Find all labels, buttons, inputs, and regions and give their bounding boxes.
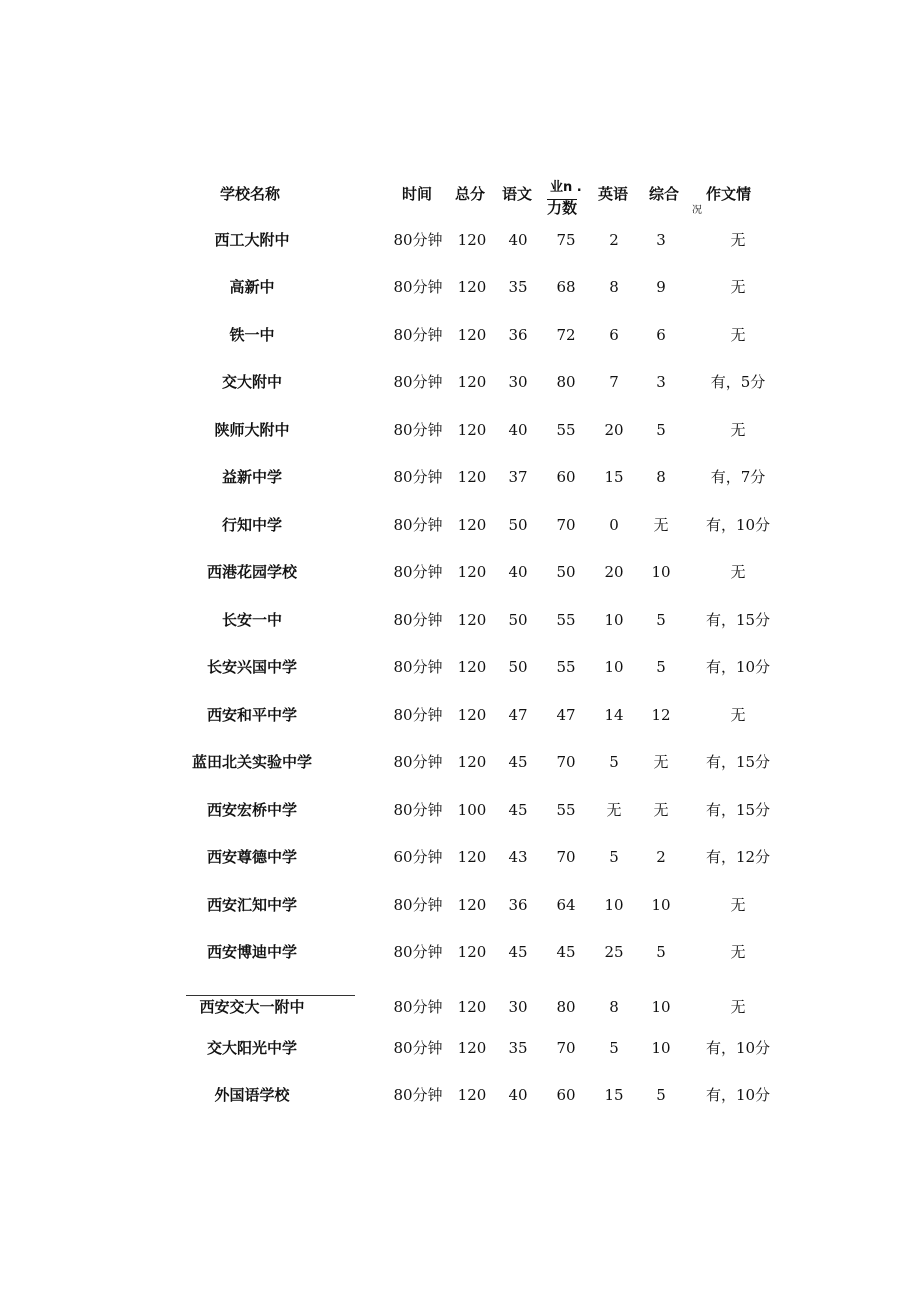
- cell-total: 120: [457, 998, 487, 1016]
- header-essay-tail: 况: [692, 205, 702, 216]
- cell-essay: 无: [730, 421, 746, 439]
- cell-total: 100: [457, 801, 487, 819]
- cell-math: 55: [556, 611, 576, 629]
- cell-time: 80分钟: [393, 1039, 443, 1057]
- cell-essay: 有，15分: [705, 753, 771, 771]
- cell-school: 西安尊德中学: [206, 848, 298, 866]
- cell-math: 60: [556, 1086, 576, 1104]
- cell-time: 80分钟: [393, 468, 443, 486]
- cell-chinese: 50: [508, 658, 528, 676]
- cell-total: 120: [457, 516, 487, 534]
- cell-total: 120: [457, 1086, 487, 1104]
- cell-comprehensive: 5: [656, 1086, 666, 1104]
- cell-essay: 有，12分: [705, 848, 771, 866]
- cell-chinese: 36: [508, 326, 528, 344]
- cell-english: 无: [606, 801, 622, 819]
- cell-school: 交大附中: [221, 373, 283, 391]
- cell-math: 68: [556, 278, 576, 296]
- cell-school: 西港花园学校: [206, 563, 298, 581]
- cell-total: 120: [457, 326, 487, 344]
- cell-total: 120: [457, 563, 487, 581]
- cell-essay: 有，15分: [705, 611, 771, 629]
- cell-english: 20: [604, 421, 624, 439]
- cell-comprehensive: 无: [653, 516, 669, 534]
- cell-time: 80分钟: [393, 278, 443, 296]
- cell-total: 120: [457, 706, 487, 724]
- cell-essay: 无: [730, 998, 746, 1016]
- cell-math: 70: [556, 1039, 576, 1057]
- cell-math: 55: [556, 801, 576, 819]
- cell-time: 80分钟: [393, 231, 443, 249]
- cell-total: 120: [457, 896, 487, 914]
- cell-school: 西安交大一附中: [199, 998, 305, 1016]
- cell-english: 25: [604, 943, 624, 961]
- cell-total: 120: [457, 658, 487, 676]
- cell-school: 长安兴国中学: [206, 658, 298, 676]
- cell-comprehensive: 10: [651, 896, 671, 914]
- cell-chinese: 50: [508, 516, 528, 534]
- cell-english: 7: [609, 373, 619, 391]
- cell-school: 西安和平中学: [206, 706, 298, 724]
- cell-comprehensive: 无: [653, 753, 669, 771]
- cell-total: 120: [457, 421, 487, 439]
- cell-comprehensive: 2: [656, 848, 666, 866]
- cell-time: 80分钟: [393, 998, 443, 1016]
- cell-essay: 有，7分: [710, 468, 766, 486]
- cell-comprehensive: 3: [656, 231, 666, 249]
- header-math-bottom: 力数: [547, 199, 578, 217]
- cell-english: 10: [604, 611, 624, 629]
- cell-comprehensive: 6: [656, 326, 666, 344]
- cell-essay: 有，10分: [705, 658, 771, 676]
- cell-english: 5: [609, 753, 619, 771]
- cell-chinese: 30: [508, 998, 528, 1016]
- cell-time: 80分钟: [393, 563, 443, 581]
- cell-essay: 无: [730, 896, 746, 914]
- cell-english: 14: [604, 706, 624, 724]
- cell-time: 80分钟: [393, 706, 443, 724]
- cell-total: 120: [457, 468, 487, 486]
- header-total: 总分: [455, 185, 486, 203]
- cell-chinese: 45: [508, 753, 528, 771]
- cell-comprehensive: 5: [656, 611, 666, 629]
- cell-total: 120: [457, 1039, 487, 1057]
- cell-english: 5: [609, 1039, 619, 1057]
- cell-time: 80分钟: [393, 326, 443, 344]
- cell-total: 120: [457, 278, 487, 296]
- cell-essay: 有，10分: [705, 1086, 771, 1104]
- cell-school: 西安博迪中学: [206, 943, 298, 961]
- cell-chinese: 40: [508, 1086, 528, 1104]
- cell-chinese: 45: [508, 801, 528, 819]
- cell-comprehensive: 10: [651, 563, 671, 581]
- cell-math: 47: [556, 706, 576, 724]
- cell-english: 2: [609, 231, 619, 249]
- header-english: 英语: [598, 185, 629, 203]
- cell-total: 120: [457, 848, 487, 866]
- cell-comprehensive: 5: [656, 943, 666, 961]
- cell-comprehensive: 8: [656, 468, 666, 486]
- cell-chinese: 35: [508, 278, 528, 296]
- cell-comprehensive: 3: [656, 373, 666, 391]
- cell-school: 西工大附中: [214, 231, 290, 249]
- cell-comprehensive: 9: [656, 278, 666, 296]
- cell-essay: 无: [730, 326, 746, 344]
- cell-math: 64: [556, 896, 576, 914]
- cell-time: 80分钟: [393, 801, 443, 819]
- cell-total: 120: [457, 753, 487, 771]
- cell-essay: 无: [730, 278, 746, 296]
- cell-chinese: 40: [508, 231, 528, 249]
- cell-math: 50: [556, 563, 576, 581]
- cell-essay: 无: [730, 943, 746, 961]
- cell-school: 西安宏桥中学: [206, 801, 298, 819]
- cell-math: 80: [556, 373, 576, 391]
- cell-chinese: 45: [508, 943, 528, 961]
- cell-comprehensive: 12: [651, 706, 671, 724]
- cell-english: 8: [609, 998, 619, 1016]
- cell-total: 120: [457, 943, 487, 961]
- cell-math: 70: [556, 753, 576, 771]
- cell-comprehensive: 5: [656, 658, 666, 676]
- cell-math: 55: [556, 658, 576, 676]
- cell-english: 10: [604, 658, 624, 676]
- cell-essay: 无: [730, 706, 746, 724]
- cell-chinese: 40: [508, 563, 528, 581]
- cell-comprehensive: 10: [651, 998, 671, 1016]
- cell-english: 0: [609, 516, 619, 534]
- cell-english: 15: [604, 1086, 624, 1104]
- cell-school: 行知中学: [221, 516, 283, 534]
- cell-time: 80分钟: [393, 373, 443, 391]
- cell-time: 80分钟: [393, 611, 443, 629]
- cell-english: 5: [609, 848, 619, 866]
- cell-time: 80分钟: [393, 421, 443, 439]
- cell-comprehensive: 5: [656, 421, 666, 439]
- cell-school: 蓝田北关实验中学: [191, 753, 313, 771]
- cell-time: 80分钟: [393, 658, 443, 676]
- cell-english: 10: [604, 896, 624, 914]
- cell-school: 长安一中: [221, 611, 283, 629]
- cell-math: 80: [556, 998, 576, 1016]
- cell-school: 交大阳光中学: [206, 1039, 298, 1057]
- cell-math: 60: [556, 468, 576, 486]
- cell-chinese: 30: [508, 373, 528, 391]
- header-comprehensive: 综合: [649, 185, 680, 203]
- cell-chinese: 40: [508, 421, 528, 439]
- divider-line: [186, 995, 355, 996]
- cell-english: 6: [609, 326, 619, 344]
- header-time: 时间: [402, 185, 433, 203]
- cell-english: 20: [604, 563, 624, 581]
- cell-school: 外国语学校: [214, 1086, 290, 1104]
- cell-math: 45: [556, 943, 576, 961]
- cell-total: 120: [457, 231, 487, 249]
- cell-time: 60分钟: [393, 848, 443, 866]
- cell-time: 80分钟: [393, 1086, 443, 1104]
- cell-essay: 无: [730, 563, 746, 581]
- cell-comprehensive: 10: [651, 1039, 671, 1057]
- cell-chinese: 37: [508, 468, 528, 486]
- cell-math: 70: [556, 848, 576, 866]
- cell-school: 高新中: [229, 278, 275, 296]
- cell-school: 铁一中: [229, 326, 275, 344]
- cell-math: 75: [556, 231, 576, 249]
- cell-chinese: 43: [508, 848, 528, 866]
- cell-school: 陕师大附中: [214, 421, 290, 439]
- cell-essay: 有，10分: [705, 516, 771, 534]
- cell-time: 80分钟: [393, 753, 443, 771]
- cell-english: 15: [604, 468, 624, 486]
- cell-time: 80分钟: [393, 516, 443, 534]
- cell-math: 55: [556, 421, 576, 439]
- cell-total: 120: [457, 611, 487, 629]
- cell-english: 8: [609, 278, 619, 296]
- cell-school: 西安汇知中学: [206, 896, 298, 914]
- cell-chinese: 36: [508, 896, 528, 914]
- cell-comprehensive: 无: [653, 801, 669, 819]
- cell-chinese: 35: [508, 1039, 528, 1057]
- cell-time: 80分钟: [393, 896, 443, 914]
- header-chinese: 语文: [502, 185, 533, 203]
- header-school: 学校名称: [220, 185, 281, 203]
- cell-essay: 无: [730, 231, 746, 249]
- header-essay: 作文情: [706, 185, 752, 203]
- cell-essay: 有，15分: [705, 801, 771, 819]
- cell-chinese: 47: [508, 706, 528, 724]
- cell-time: 80分钟: [393, 943, 443, 961]
- cell-math: 70: [556, 516, 576, 534]
- cell-essay: 有，5分: [710, 373, 766, 391]
- cell-math: 72: [556, 326, 576, 344]
- header-math-top: 业n .: [550, 180, 582, 195]
- cell-essay: 有，10分: [705, 1039, 771, 1057]
- cell-chinese: 50: [508, 611, 528, 629]
- cell-total: 120: [457, 373, 487, 391]
- cell-school: 益新中学: [221, 468, 283, 486]
